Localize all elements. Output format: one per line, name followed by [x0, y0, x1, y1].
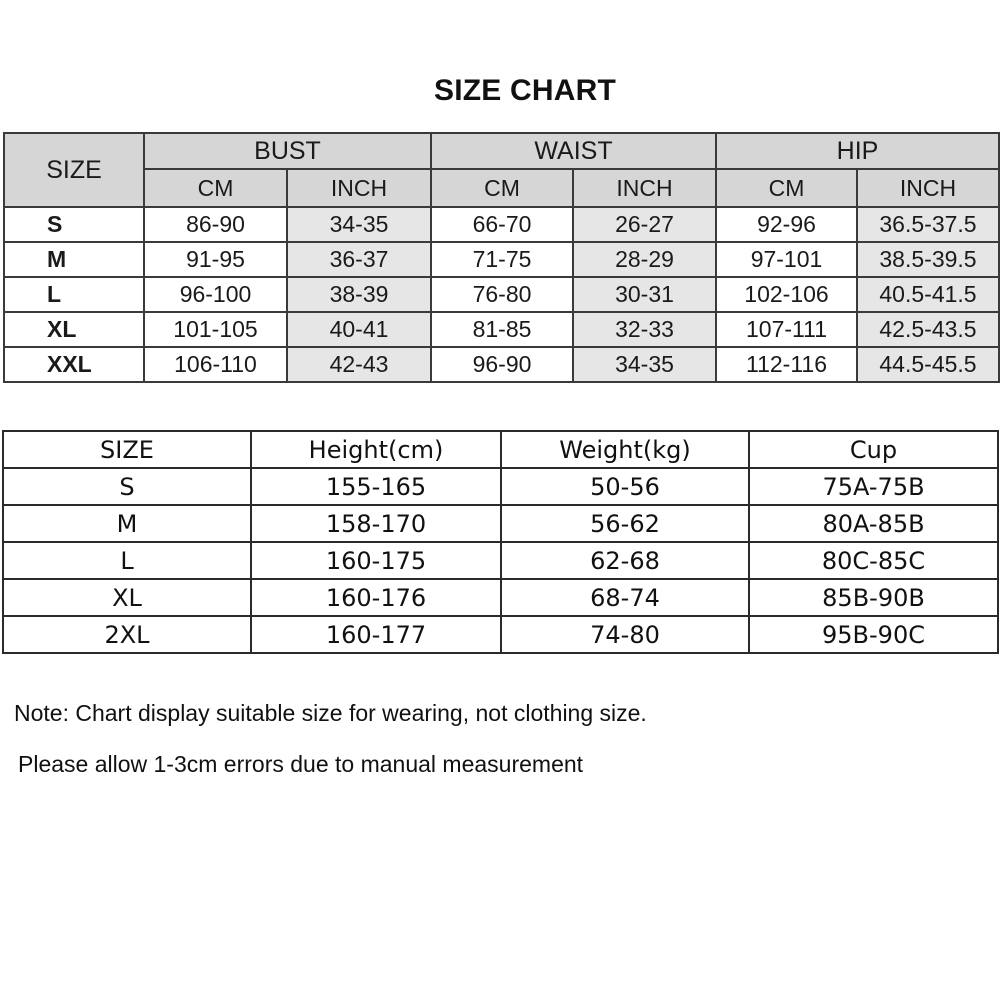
- hip-cm-cell: 97-101: [716, 242, 857, 277]
- size-cell: L: [4, 277, 144, 312]
- table-row: [3, 542, 998, 579]
- table-row: [4, 312, 999, 347]
- bust-cm-cell: 101-105: [144, 312, 287, 347]
- cup-cell: 85B-90B: [749, 579, 998, 616]
- weight-cell: 62-68: [501, 542, 749, 579]
- hip-inch-cell: 38.5-39.5: [857, 242, 999, 277]
- waist-inch-cell: 30-31: [573, 277, 716, 312]
- table-row: [3, 616, 998, 653]
- page-title: SIZE CHART: [434, 74, 616, 107]
- hip-inch-header: INCH: [857, 169, 999, 207]
- hip-cm-cell: 112-116: [716, 347, 857, 382]
- hip-cm-cell: 107-111: [716, 312, 857, 347]
- bust-inch-cell: 36-37: [287, 242, 431, 277]
- cup-cell: 80C-85C: [749, 542, 998, 579]
- weight-cell: 68-74: [501, 579, 749, 616]
- bust-cm-cell: 106-110: [144, 347, 287, 382]
- cup-cell: 80A-85B: [749, 505, 998, 542]
- cup-column-header: Cup: [749, 431, 998, 468]
- hip-inch-cell: 44.5-45.5: [857, 347, 999, 382]
- waist-inch-cell: 28-29: [573, 242, 716, 277]
- cup-cell: 95B-90C: [749, 616, 998, 653]
- table-row: [4, 347, 999, 382]
- fit-note: Note: Chart display suitable size for wearing, not clothing size.: [14, 700, 647, 726]
- waist-cm-cell: 81-85: [431, 312, 573, 347]
- table-row: [3, 468, 998, 505]
- table-row: [3, 579, 998, 616]
- bust-inch-cell: 40-41: [287, 312, 431, 347]
- hip-cm-header: CM: [716, 169, 857, 207]
- weight-cell: 74-80: [501, 616, 749, 653]
- bust-group-header: BUST: [144, 133, 431, 169]
- weight-cell: 56-62: [501, 505, 749, 542]
- weight-cell: 50-56: [501, 468, 749, 505]
- cup-cell: 75A-75B: [749, 468, 998, 505]
- waist-cm-cell: 76-80: [431, 277, 573, 312]
- weight-column-header: Weight(kg): [501, 431, 749, 468]
- table-row: [4, 242, 999, 277]
- waist-cm-cell: 71-75: [431, 242, 573, 277]
- height-cell: 160-176: [251, 579, 501, 616]
- bust-cm-cell: 96-100: [144, 277, 287, 312]
- height-cell: 160-177: [251, 616, 501, 653]
- size-cell: XXL: [4, 347, 144, 382]
- measurements-table: [3, 132, 1000, 383]
- size-cell: XL: [3, 579, 251, 616]
- table-row: [4, 277, 999, 312]
- height-cell: 158-170: [251, 505, 501, 542]
- hip-inch-cell: 42.5-43.5: [857, 312, 999, 347]
- hip-cm-cell: 92-96: [716, 207, 857, 242]
- size-column-header: SIZE: [3, 431, 251, 468]
- bust-cm-cell: 86-90: [144, 207, 287, 242]
- waist-inch-cell: 34-35: [573, 347, 716, 382]
- waist-cm-cell: 66-70: [431, 207, 573, 242]
- height-cell: 155-165: [251, 468, 501, 505]
- waist-inch-cell: 26-27: [573, 207, 716, 242]
- waist-inch-cell: 32-33: [573, 312, 716, 347]
- height-column-header: Height(cm): [251, 431, 501, 468]
- waist-group-header: WAIST: [431, 133, 716, 169]
- hip-inch-cell: 36.5-37.5: [857, 207, 999, 242]
- size-cell: S: [3, 468, 251, 505]
- hip-cm-cell: 102-106: [716, 277, 857, 312]
- hip-inch-cell: 40.5-41.5: [857, 277, 999, 312]
- size-cell: S: [4, 207, 144, 242]
- bust-cm-header: CM: [144, 169, 287, 207]
- table-row: [3, 505, 998, 542]
- size-cell: 2XL: [3, 616, 251, 653]
- size-cell: XL: [4, 312, 144, 347]
- height-cell: 160-175: [251, 542, 501, 579]
- bust-inch-header: INCH: [287, 169, 431, 207]
- hip-group-header: HIP: [716, 133, 999, 169]
- waist-inch-header: INCH: [573, 169, 716, 207]
- waist-cm-header: CM: [431, 169, 573, 207]
- measurement-error-note: Please allow 1-3cm errors due to manual measurement: [18, 751, 584, 777]
- size-cell: M: [3, 505, 251, 542]
- fit-table: [2, 430, 999, 654]
- size-cell: L: [3, 542, 251, 579]
- size-cell: M: [4, 242, 144, 277]
- bust-inch-cell: 38-39: [287, 277, 431, 312]
- size-column-header: SIZE: [4, 133, 144, 207]
- bust-inch-cell: 42-43: [287, 347, 431, 382]
- waist-cm-cell: 96-90: [431, 347, 573, 382]
- table-row: [4, 207, 999, 242]
- bust-cm-cell: 91-95: [144, 242, 287, 277]
- bust-inch-cell: 34-35: [287, 207, 431, 242]
